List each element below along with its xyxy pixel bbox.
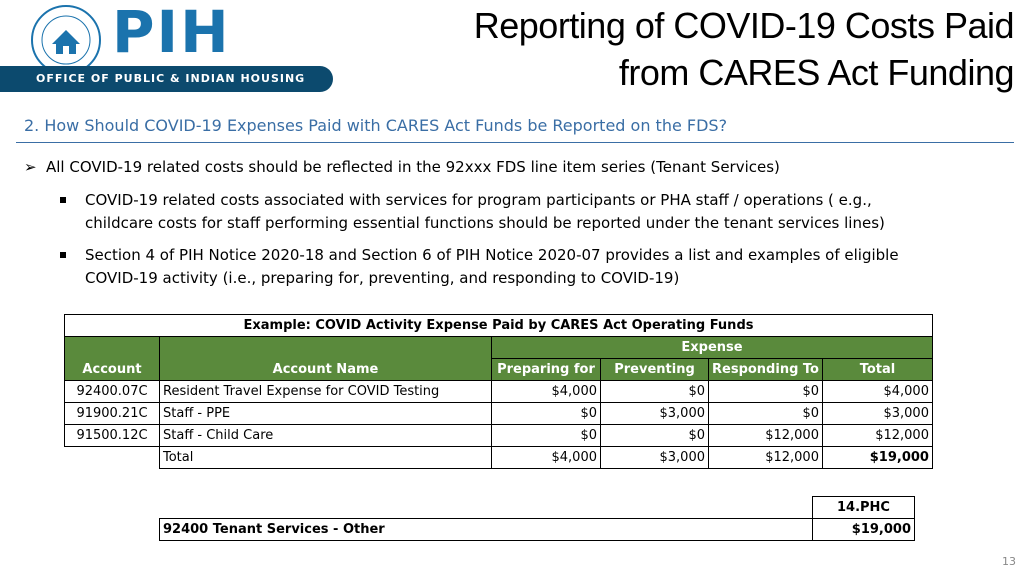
phc-label: 92400 Tenant Services - Other [160,519,813,541]
square-bullet-icon [60,252,66,258]
total-preparing: $4,000 [492,447,601,469]
account-cell: 92400.07C [65,381,160,403]
responding-cell: $0 [709,381,823,403]
total-preventing: $3,000 [601,447,709,469]
column-header: Responding To [709,359,823,381]
phc-table [159,496,915,541]
preventing-cell: $0 [601,381,709,403]
pih-logo: PIH [112,0,231,66]
square-bullet-icon [60,197,66,203]
expense-table [64,314,933,469]
column-header: Preventing [601,359,709,381]
sub-bullet-2-line-1: Section 4 of PIH Notice 2020-18 and Section 6 of PIH Notice 2020-07 provides a list and examples of eligible [85,246,899,264]
preparing-cell: $0 [492,425,601,447]
table-row [65,403,933,425]
main-bullet-text: All COVID-19 related costs should be reflected in the 92xxx FDS line item series (Tenant Services) [46,158,780,176]
account-name-cell: Staff - PPE [160,403,492,425]
preparing-cell: $0 [492,403,601,425]
preventing-cell: $0 [601,425,709,447]
table-caption: Example: COVID Activity Expense Paid by CARES Act Operating Funds [65,315,933,337]
account-cell: 91500.12C [65,425,160,447]
title-line-1: Reporting of COVID-19 Costs Paid [473,5,1014,46]
sub-bullet-2 [60,244,960,290]
total-label: Total [160,447,492,469]
empty-cell [65,447,160,469]
responding-cell: $0 [709,403,823,425]
preparing-cell: $4,000 [492,381,601,403]
column-header: Account [65,359,160,381]
total-row [65,447,933,469]
responding-cell: $12,000 [709,425,823,447]
column-header: Preparing for [492,359,601,381]
title-line-2: from CARES Act Funding [618,52,1014,93]
section-subtitle: 2. How Should COVID-19 Expenses Paid with CARES Act Funds be Reported on the FDS? [24,116,728,135]
column-header: Total [822,359,932,381]
account-name-cell: Resident Travel Expense for COVID Testing [160,381,492,403]
sub-bullet-1-line-2: childcare costs for staff performing essential functions should be reported under the tenant services lines) [85,214,885,232]
expense-header: Expense [492,337,933,359]
account-name-header-top [160,337,492,359]
grand-total: $19,000 [822,447,932,469]
column-header: Account Name [160,359,492,381]
total-cell: $3,000 [822,403,932,425]
phc-header: 14.PHC [813,497,915,519]
account-cell: 91900.21C [65,403,160,425]
phc-value: $19,000 [813,519,915,541]
sub-bullet-2-line-2: COVID-19 activity (i.e., preparing for, preventing, and responding to COVID-19) [85,269,680,287]
main-bullet [24,158,780,176]
total-cell: $4,000 [822,381,932,403]
account-name-cell: Staff - Child Care [160,425,492,447]
arrow-bullet-icon: ➢ [24,158,37,176]
divider [16,142,1014,143]
table-row [65,381,933,403]
office-banner: OFFICE OF PUBLIC & INDIAN HOUSING [0,66,333,92]
sub-bullet-1-line-1: COVID-19 related costs associated with services for program participants or PHA staff / operations ( e.g., [85,191,872,209]
total-cell: $12,000 [822,425,932,447]
account-header-top [65,337,160,359]
table-row [65,425,933,447]
total-responding: $12,000 [709,447,823,469]
sub-bullet-1 [60,189,960,235]
empty-cell [160,497,813,519]
preventing-cell: $3,000 [601,403,709,425]
page-title [414,2,1014,96]
page-number: 13 [1002,555,1016,568]
